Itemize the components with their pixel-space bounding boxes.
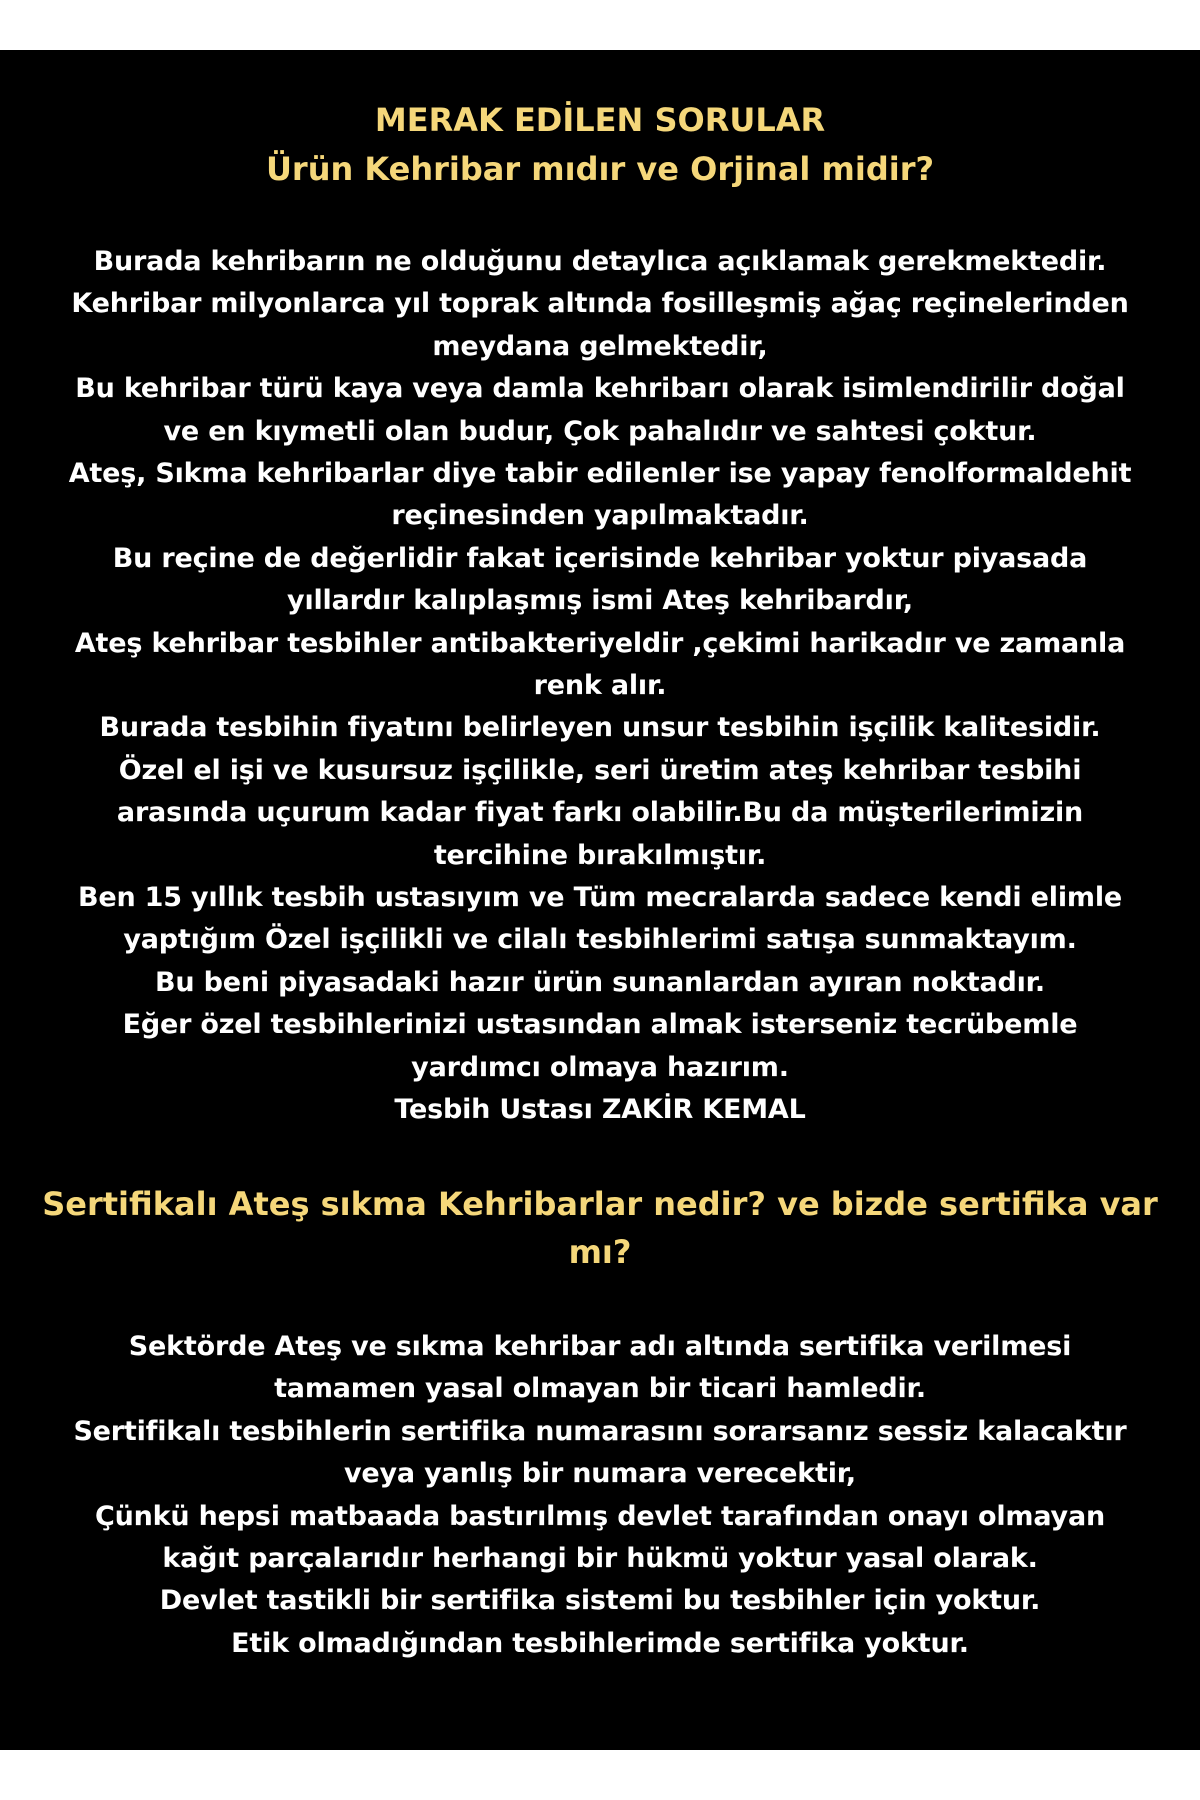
- answer-2-line: Çünkü hepsi matbaada bastırılmış devlet tarafından onayı olmayan: [94, 1501, 1105, 1532]
- answer-1-line: Ateş, Sıkma kehribarlar diye tabir edilenler ise yapay fenolformaldehit: [68, 458, 1132, 489]
- signature-line: Tesbih Ustası ZAKİR KEMAL: [394, 1094, 806, 1125]
- answer-1-line: Bu beni piyasadaki hazır ürün sunanlardan ayıran noktadır.: [155, 967, 1045, 998]
- answer-1-line: Ateş kehribar tesbihler antibakteriyeldir ,çekimi harikadır ve zamanla: [74, 628, 1126, 659]
- faq-question-2: Sertifikalı Ateş sıkma Kehribarlar nedir? ve bizde sertifika var: [42, 1185, 1158, 1223]
- answer-1-line: meydana gelmektedir,: [432, 331, 768, 362]
- answer-1-line: tercihine bırakılmıştır.: [433, 840, 767, 871]
- answer-1-line: Kehribar milyonlarca yıl toprak altında fosilleşmiş ağaç reçinelerinden: [71, 288, 1129, 319]
- answer-1-line: arasında uçurum kadar fiyat farkı olabilir.Bu da müşterilerimizin: [116, 797, 1084, 828]
- answer-1-line: yaptığım Özel işçilikli ve cilalı tesbihlerimi satışa sunmaktayım.: [123, 924, 1077, 955]
- answer-1-line: renk alır.: [533, 670, 667, 701]
- faq-question-2: mı?: [568, 1233, 632, 1271]
- answer-1-line: yıllardır kalıplaşmış ismi Ateş kehribardır,: [287, 585, 913, 616]
- answer-2-line: veya yanlış bir numara verecektir,: [344, 1458, 856, 1489]
- answer-1-line: Eğer özel tesbihlerinizi ustasından almak isterseniz tecrübemle: [122, 1009, 1078, 1040]
- answer-1-line: Özel el işi ve kusursuz işçilikle, seri üretim ateş kehribar tesbihi: [118, 755, 1082, 786]
- faq-main-title: MERAK EDİLEN SORULAR: [374, 101, 826, 139]
- answer-2-line: tamamen yasal olmayan bir ticari hamledir.: [274, 1373, 926, 1404]
- answer-1-line: Burada kehribarın ne olduğunu detaylıca açıklamak gerekmektedir.: [93, 246, 1107, 277]
- answer-2-line: Devlet tastikli bir sertifika sistemi bu tesbihler için yoktur.: [159, 1585, 1041, 1616]
- answer-1-line: ve en kıymetli olan budur, Çok pahalıdır ve sahtesi çoktur.: [163, 416, 1037, 447]
- answer-2-line: Etik olmadığından tesbihlerimde sertifika yoktur.: [231, 1628, 969, 1659]
- faq-question-1: Ürün Kehribar mıdır ve Orjinal midir?: [265, 150, 935, 188]
- answer-1-line: Bu kehribar türü kaya veya damla kehribarı olarak isimlendirilir doğal: [75, 373, 1125, 404]
- answer-2-line: Sertifikalı tesbihlerin sertifika numarasını sorarsanız sessiz kalacaktır: [73, 1416, 1127, 1447]
- answer-1-line: yardımcı olmaya hazırım.: [411, 1052, 789, 1083]
- answer-1-line: Burada tesbihin fiyatını belirleyen unsur tesbihin işçilik kalitesidir.: [99, 712, 1101, 743]
- answer-2-line: Sektörde Ateş ve sıkma kehribar adı altında sertifika verilmesi: [128, 1331, 1072, 1362]
- answer-1-line: Bu reçine de değerlidir fakat içerisinde kehribar yoktur piyasada: [112, 543, 1088, 574]
- answer-1-line: reçinesinden yapılmaktadır.: [391, 500, 809, 531]
- answer-1-line: Ben 15 yıllık tesbih ustasıyım ve Tüm mecralarda sadece kendi elimle: [77, 882, 1123, 913]
- answer-2-line: kağıt parçalarıdır herhangi bir hükmü yoktur yasal olarak.: [162, 1543, 1038, 1574]
